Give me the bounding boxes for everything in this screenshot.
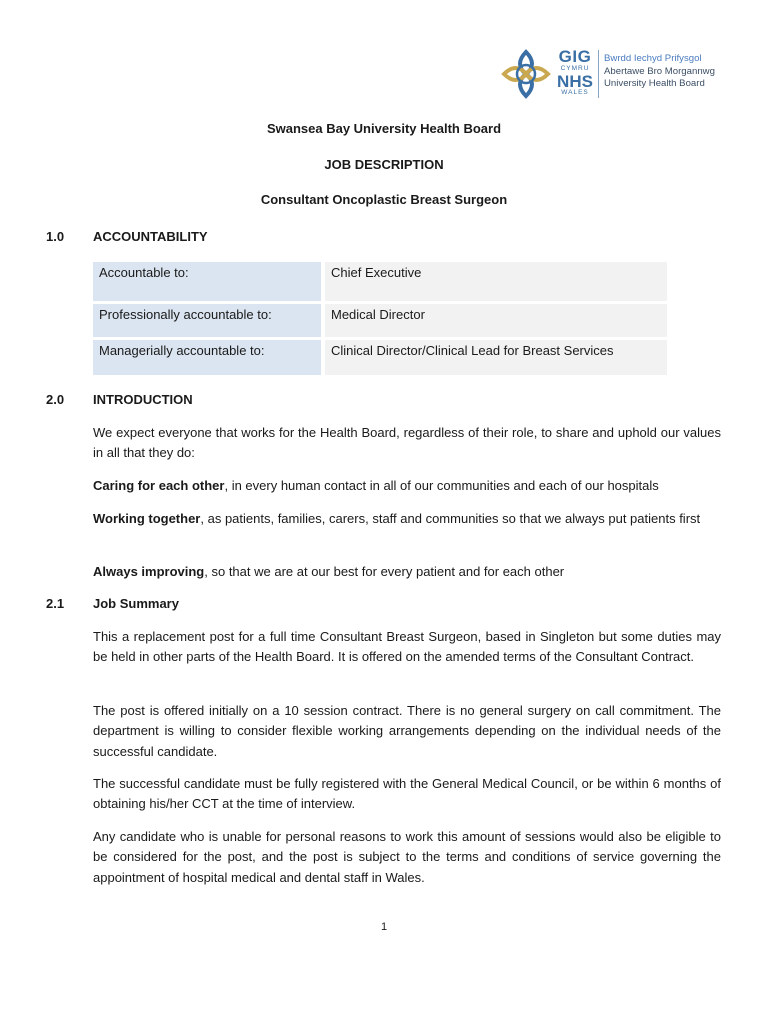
table-row xyxy=(93,340,667,375)
section-2-1-number: 2.1 xyxy=(46,596,65,611)
table-row xyxy=(93,262,667,304)
job-summary-paragraph: The successful candidate must be fully registered with the General Medical Council, or be within 6 months of obtaining his/her CCT at the time of interview. xyxy=(93,776,721,812)
value-always-improving xyxy=(93,562,721,582)
value-text: , in every human contact in all of our communities and each of our hospitals xyxy=(224,478,659,493)
cymru-text: CYMRU xyxy=(560,65,590,72)
section-1-title: ACCOUNTABILITY xyxy=(93,229,208,244)
health-board-logo xyxy=(500,44,724,104)
logo-org-name xyxy=(604,53,715,91)
org-line-1: Bwrdd Iechyd Prifysgol xyxy=(604,53,702,64)
org-line-3: University Health Board xyxy=(604,78,705,89)
job-summary-paragraph: Any candidate who is unable for personal reasons to work this amount of sessions would also be eligible to be considered for the post, and the post is subject to the terms and conditions of service governing the appointment of hospital medical and dental staff in Wales. xyxy=(93,829,721,885)
section-2-number: 2.0 xyxy=(46,392,65,407)
accountability-value: Medical Director xyxy=(325,304,667,340)
doc-type-title: JOB DESCRIPTION xyxy=(324,157,444,172)
accountability-label: Managerially accountable to: xyxy=(93,340,325,375)
value-bold: Always improving xyxy=(93,564,205,579)
value-bold: Working together xyxy=(93,511,201,526)
logo-divider xyxy=(598,50,599,98)
gig-text: GIG xyxy=(558,47,592,66)
accountability-label: Professionally accountable to: xyxy=(93,304,325,340)
wales-text: WALES xyxy=(561,88,589,96)
value-caring xyxy=(93,476,721,496)
gig-nhs-wordmark xyxy=(556,44,594,96)
accountability-label: Accountable to: xyxy=(93,262,325,304)
value-working-together xyxy=(93,509,721,529)
page-number: 1 xyxy=(380,921,388,933)
accountability-value: Clinical Director/Clinical Lead for Breast Services xyxy=(325,340,667,375)
value-text: , so that we are at our best for every patient and for each other xyxy=(204,564,565,579)
section-2-1-title: Job Summary xyxy=(93,596,179,611)
section-1-number: 1.0 xyxy=(46,229,65,244)
intro-paragraph: We expect everyone that works for the Health Board, regardless of their role, to share and uphold our values in all that they do: xyxy=(93,425,721,461)
org-title: Swansea Bay University Health Board xyxy=(266,121,502,136)
nhs-text: NHS xyxy=(557,71,593,91)
section-2-title: INTRODUCTION xyxy=(93,392,193,407)
role-title: Consultant Oncoplastic Breast Surgeon xyxy=(260,192,508,207)
org-line-2: Abertawe Bro Morgannwg xyxy=(604,65,715,77)
table-row xyxy=(93,304,667,340)
job-summary-paragraph: This a replacement post for a full time Consultant Breast Surgeon, based in Singleton but some duties may be held in other parts of the Health Board. It is offered on the amended terms of the Consultant Contract. xyxy=(93,629,721,665)
job-summary-paragraph: The post is offered initially on a 10 session contract. There is no general surgery on call commitment. The department is willing to consider flexible working arrangements depending on the individual needs of the successful candidate. xyxy=(93,703,721,759)
accountability-table xyxy=(93,262,667,375)
value-text: , as patients, families, carers, staff and communities so that we always put patients first xyxy=(200,511,701,526)
celtic-knot-icon xyxy=(500,48,552,100)
accountability-value: Chief Executive xyxy=(325,262,667,304)
value-bold: Caring for each other xyxy=(93,478,225,493)
